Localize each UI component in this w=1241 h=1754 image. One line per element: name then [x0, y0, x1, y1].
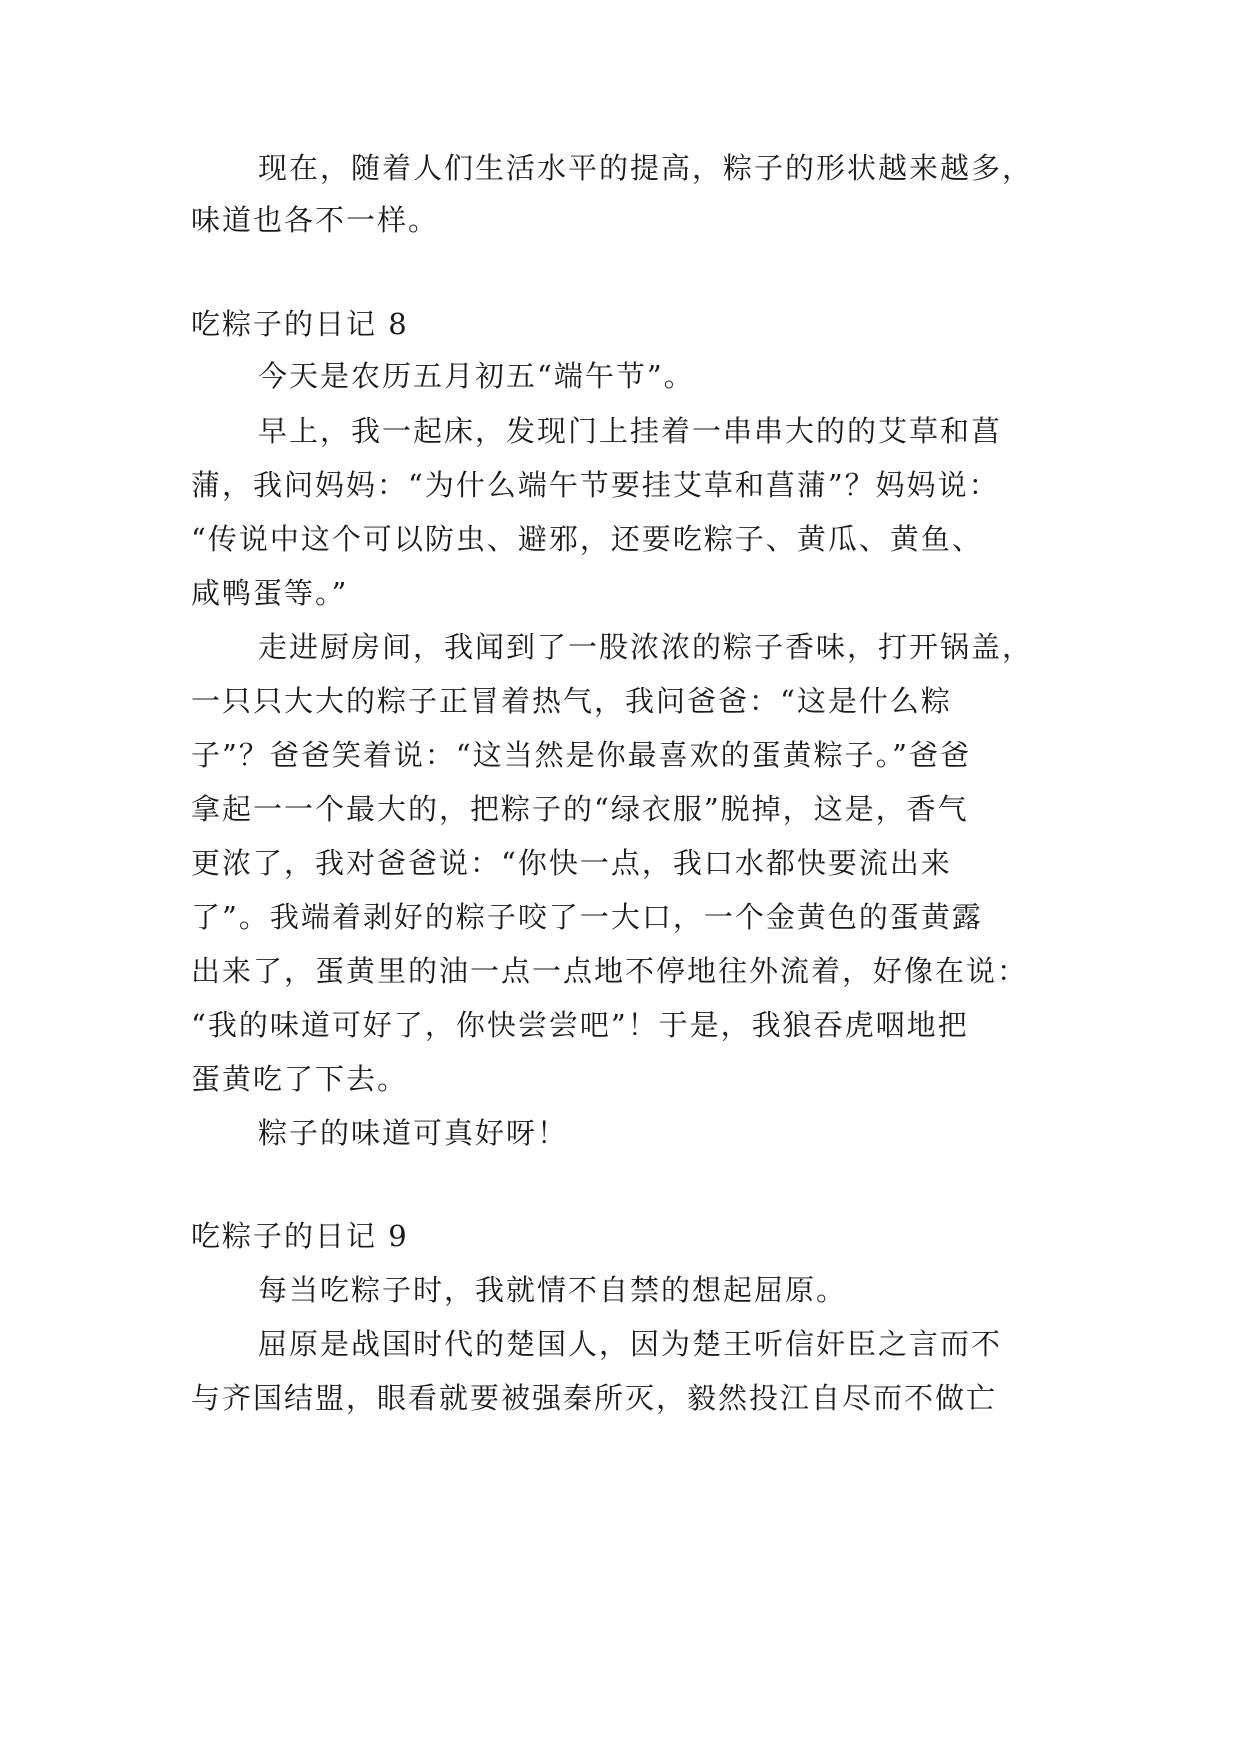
paragraph-line: 粽子的味道可真好呀！	[258, 1116, 569, 1150]
paragraph-line: 拿起一一个最大的，把粽子的“绿衣服”脱掉，这是，香气	[191, 792, 969, 826]
paragraph-line: 每当吃粽子时，我就情不自禁的想起屈原。	[258, 1273, 848, 1307]
paragraph-line: 现在，随着人们生活水平的提高，粽子的形状越来越多，	[258, 151, 1034, 185]
paragraph-line: 了”。我端着剥好的粽子咬了一大口，一个金黄色的蛋黄露	[191, 900, 983, 934]
paragraph-line: 走进厨房间，我闻到了一股浓浓的粽子香味，打开锅盖，	[258, 630, 1034, 664]
paragraph-line: 味道也各不一样。	[191, 203, 440, 237]
paragraph-line: 一只只大大的粽子正冒着热气，我问爸爸：“这是什么粽	[191, 684, 952, 718]
paragraph-line: 子”？爸爸笑着说：“这当然是你最喜欢的蛋黄粽子。”爸爸	[191, 738, 971, 772]
paragraph-line: 更浓了，我对爸爸说：“你快一点，我口水都快要流出来	[191, 846, 952, 880]
section-heading: 吃粽子的日记 8	[191, 307, 409, 341]
paragraph-line: 今天是农历五月初五“端午节”。	[258, 359, 695, 393]
paragraph-line: “我的味道可好了，你快尝尝吧”！于是，我狼吞虎咽地把	[191, 1008, 969, 1042]
section-heading: 吃粽子的日记 9	[191, 1219, 409, 1253]
paragraph-line: 屈原是战国时代的楚国人，因为楚王听信奸臣之言而不	[258, 1327, 1003, 1361]
paragraph-line: “传说中这个可以防虫、避邪，还要吃粽子、黄瓜、黄鱼、	[191, 522, 983, 556]
paragraph-line: 蛋黄吃了下去。	[191, 1062, 409, 1096]
paragraph-line: 蒲，我问妈妈：“为什么端午节要挂艾草和菖蒲”？妈妈说：	[191, 468, 1000, 502]
paragraph-line: 与齐国结盟，眼看就要被强秦所灭，毅然投江自尽而不做亡	[191, 1381, 998, 1415]
paragraph-line: 咸鸭蛋等。”	[191, 576, 349, 610]
paragraph-line: 早上，我一起床，发现门上挂着一串串大的的艾草和菖	[258, 414, 1003, 448]
paragraph-line: 出来了，蛋黄里的油一点一点地不停地往外流着，好像在说：	[191, 954, 1029, 988]
